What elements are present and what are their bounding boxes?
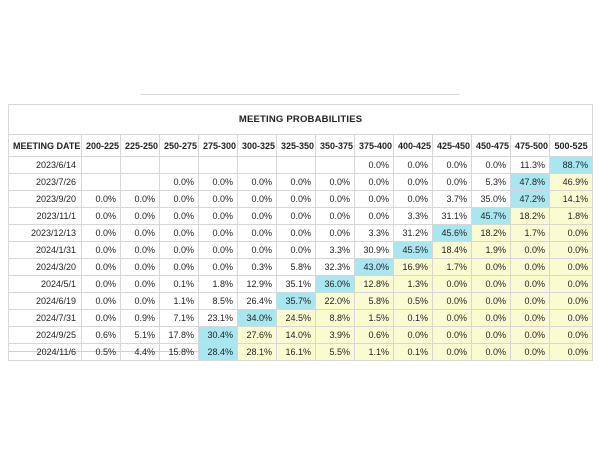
probability-cell: 32.3% <box>316 259 355 276</box>
column-header-range: 250-275 <box>160 135 199 157</box>
probability-cell: 0.0% <box>511 276 550 293</box>
table-title: MEETING PROBABILITIES <box>9 105 593 135</box>
probability-cell: 0.0% <box>238 242 277 259</box>
column-header-range: 350-375 <box>316 135 355 157</box>
probability-cell: 0.1% <box>394 310 433 327</box>
probability-cell: 3.3% <box>316 242 355 259</box>
probability-cell: 3.3% <box>394 208 433 225</box>
probability-cell: 0.0% <box>394 327 433 344</box>
probability-cell: 0.0% <box>160 191 199 208</box>
probability-cell: 0.0% <box>472 327 511 344</box>
probability-cell <box>82 174 121 191</box>
probability-cell: 0.0% <box>550 327 593 344</box>
probability-cell: 0.0% <box>82 208 121 225</box>
probability-cell <box>121 157 160 174</box>
probability-cell: 1.1% <box>355 344 394 361</box>
probability-cell: 0.0% <box>472 344 511 361</box>
probability-cell: 0.0% <box>82 259 121 276</box>
probability-cell: 0.0% <box>511 344 550 361</box>
column-header-range: 425-450 <box>433 135 472 157</box>
probability-cell: 0.0% <box>355 157 394 174</box>
probability-cell: 0.0% <box>82 225 121 242</box>
probability-cell: 0.0% <box>472 276 511 293</box>
probability-cell: 18.4% <box>433 242 472 259</box>
probability-cell: 0.0% <box>121 191 160 208</box>
probability-cell: 0.0% <box>160 208 199 225</box>
probability-cell: 5.8% <box>355 293 394 310</box>
probability-cell <box>121 174 160 191</box>
meeting-date-cell: 2023/11/1 <box>9 208 82 225</box>
probability-cell: 1.3% <box>394 276 433 293</box>
table-row <box>9 191 593 208</box>
probability-cell: 22.0% <box>316 293 355 310</box>
probability-cell: 0.1% <box>394 344 433 361</box>
probability-cell: 0.0% <box>160 259 199 276</box>
meeting-date-cell: 2024/6/19 <box>9 293 82 310</box>
table-row <box>9 242 593 259</box>
probability-cell: 12.8% <box>355 276 394 293</box>
probability-cell: 0.0% <box>355 191 394 208</box>
table-row <box>9 157 593 174</box>
probability-cell: 5.8% <box>277 259 316 276</box>
probability-cell: 1.9% <box>472 242 511 259</box>
probability-cell: 0.0% <box>82 293 121 310</box>
probability-cell: 8.8% <box>316 310 355 327</box>
column-header-range: 450-475 <box>472 135 511 157</box>
probability-cell: 0.0% <box>550 276 593 293</box>
probability-cell: 88.7% <box>550 157 593 174</box>
probability-cell: 0.0% <box>433 310 472 327</box>
probability-cell: 0.0% <box>238 225 277 242</box>
probability-cell: 28.4% <box>199 344 238 361</box>
probability-cell: 0.0% <box>355 208 394 225</box>
probability-cell: 0.6% <box>355 327 394 344</box>
probability-cell: 0.0% <box>238 174 277 191</box>
probability-cell: 23.1% <box>199 310 238 327</box>
meeting-date-cell: 2023/9/20 <box>9 191 82 208</box>
probability-cell: 17.8% <box>160 327 199 344</box>
meeting-date-cell: 2024/3/20 <box>9 259 82 276</box>
probability-cell: 0.0% <box>199 242 238 259</box>
probability-cell: 0.0% <box>160 242 199 259</box>
table-row <box>9 259 593 276</box>
probability-cell: 0.0% <box>550 259 593 276</box>
probability-cell: 0.0% <box>199 259 238 276</box>
probability-cell: 0.0% <box>316 225 355 242</box>
probability-cell: 14.0% <box>277 327 316 344</box>
probability-cell: 0.0% <box>355 174 394 191</box>
meeting-date-cell: 2024/9/25 <box>9 327 82 344</box>
column-header-range: 400-425 <box>394 135 433 157</box>
probability-cell: 34.0% <box>238 310 277 327</box>
probability-cell: 0.0% <box>394 191 433 208</box>
probability-cell: 47.8% <box>511 174 550 191</box>
column-header-range: 475-500 <box>511 135 550 157</box>
probability-cell: 30.4% <box>199 327 238 344</box>
probability-cell: 0.0% <box>394 157 433 174</box>
probability-cell: 16.1% <box>277 344 316 361</box>
probability-cell: 0.0% <box>277 208 316 225</box>
probability-cell: 3.3% <box>355 225 394 242</box>
probability-cell: 0.0% <box>433 276 472 293</box>
probability-cell: 0.0% <box>199 208 238 225</box>
probability-cell: 0.0% <box>160 225 199 242</box>
probability-cell: 35.7% <box>277 293 316 310</box>
table-row <box>9 174 593 191</box>
table-body <box>9 157 593 361</box>
probability-cell: 0.0% <box>433 344 472 361</box>
probability-cell: 0.0% <box>433 293 472 310</box>
probability-cell: 12.9% <box>238 276 277 293</box>
probability-cell: 1.7% <box>433 259 472 276</box>
probability-cell: 35.1% <box>277 276 316 293</box>
probability-cell <box>160 157 199 174</box>
probability-cell: 4.4% <box>121 344 160 361</box>
probability-cell: 0.0% <box>511 327 550 344</box>
probability-cell: 0.0% <box>316 208 355 225</box>
probability-cell <box>238 157 277 174</box>
probability-cell: 0.0% <box>121 242 160 259</box>
probability-cell: 28.1% <box>238 344 277 361</box>
column-header-range: 225-250 <box>121 135 160 157</box>
probability-cell: 24.5% <box>277 310 316 327</box>
meeting-date-cell: 2024/7/31 <box>9 310 82 327</box>
probability-cell <box>277 157 316 174</box>
probability-cell: 0.0% <box>82 191 121 208</box>
table-row <box>9 327 593 344</box>
table-row <box>9 344 593 361</box>
probability-cell: 1.8% <box>550 208 593 225</box>
probability-cell: 0.0% <box>511 242 550 259</box>
probability-cell: 0.0% <box>121 259 160 276</box>
probability-cell: 8.5% <box>199 293 238 310</box>
probability-cell: 0.0% <box>472 259 511 276</box>
probability-cell: 45.5% <box>394 242 433 259</box>
table-row <box>9 310 593 327</box>
probability-cell <box>316 157 355 174</box>
probability-cell: 35.0% <box>472 191 511 208</box>
table-row <box>9 225 593 242</box>
probability-cell: 36.0% <box>316 276 355 293</box>
meeting-date-cell: 2024/1/31 <box>9 242 82 259</box>
probability-cell: 0.0% <box>238 208 277 225</box>
probability-cell: 0.0% <box>433 174 472 191</box>
probability-cell: 0.0% <box>121 293 160 310</box>
probability-cell: 30.9% <box>355 242 394 259</box>
probability-cell: 0.0% <box>199 191 238 208</box>
probability-cell: 0.0% <box>433 157 472 174</box>
probability-cell: 0.0% <box>394 174 433 191</box>
probability-cell: 5.5% <box>316 344 355 361</box>
probability-cell: 5.3% <box>472 174 511 191</box>
probability-cell: 0.9% <box>121 310 160 327</box>
probability-cell: 0.5% <box>82 344 121 361</box>
probability-cell: 0.0% <box>472 310 511 327</box>
table-row <box>9 208 593 225</box>
probability-cell: 0.0% <box>82 276 121 293</box>
probability-cell: 26.4% <box>238 293 277 310</box>
probability-cell: 15.8% <box>160 344 199 361</box>
probability-cell: 0.0% <box>121 225 160 242</box>
probability-cell: 46.9% <box>550 174 593 191</box>
column-header-range: 500-525 <box>550 135 593 157</box>
probability-cell: 0.0% <box>277 174 316 191</box>
probability-cell: 31.2% <box>394 225 433 242</box>
probability-cell: 0.0% <box>550 293 593 310</box>
probability-cell: 1.5% <box>355 310 394 327</box>
probability-cell: 14.1% <box>550 191 593 208</box>
probability-cell: 0.0% <box>82 242 121 259</box>
probability-cell: 0.0% <box>472 293 511 310</box>
probability-cell: 0.0% <box>160 174 199 191</box>
probability-cell: 3.7% <box>433 191 472 208</box>
probability-cell: 27.6% <box>238 327 277 344</box>
probability-cell: 0.6% <box>82 327 121 344</box>
top-divider <box>140 94 460 95</box>
probability-cell: 45.6% <box>433 225 472 242</box>
column-header-range: 325-350 <box>277 135 316 157</box>
table-row <box>9 276 593 293</box>
probability-cell: 43.0% <box>355 259 394 276</box>
probability-cell: 18.2% <box>472 225 511 242</box>
probability-cell: 0.0% <box>121 276 160 293</box>
probability-cell: 31.1% <box>433 208 472 225</box>
probability-cell: 16.9% <box>394 259 433 276</box>
column-header-meeting-date: MEETING DATE <box>9 135 82 157</box>
column-header-range: 275-300 <box>199 135 238 157</box>
probability-cell: 0.0% <box>277 225 316 242</box>
meeting-date-cell: 2024/11/6 <box>9 344 82 361</box>
probability-cell: 0.0% <box>199 174 238 191</box>
meeting-date-cell: 2024/5/1 <box>9 276 82 293</box>
probability-cell: 1.7% <box>511 225 550 242</box>
meeting-probabilities-table <box>8 104 593 361</box>
probability-cell: 0.0% <box>550 310 593 327</box>
probability-cell: 0.0% <box>316 191 355 208</box>
probability-cell: 0.3% <box>238 259 277 276</box>
column-header-range: 200-225 <box>82 135 121 157</box>
probability-cell: 0.0% <box>277 191 316 208</box>
column-header-range: 300-325 <box>238 135 277 157</box>
column-header-range: 375-400 <box>355 135 394 157</box>
probability-cell: 7.1% <box>160 310 199 327</box>
probability-cell <box>199 157 238 174</box>
probability-cell: 0.0% <box>199 225 238 242</box>
probability-cell: 0.0% <box>472 157 511 174</box>
probability-cell: 45.7% <box>472 208 511 225</box>
meeting-date-cell: 2023/7/26 <box>9 174 82 191</box>
probability-cell: 11.3% <box>511 157 550 174</box>
probability-cell: 3.9% <box>316 327 355 344</box>
probability-cell: 0.5% <box>394 293 433 310</box>
probability-cell: 1.1% <box>160 293 199 310</box>
probability-cell: 5.1% <box>121 327 160 344</box>
probability-cell: 0.0% <box>121 208 160 225</box>
table-row <box>9 293 593 310</box>
probability-cell: 0.0% <box>82 310 121 327</box>
probability-cell: 0.0% <box>277 242 316 259</box>
probability-cell: 0.0% <box>511 310 550 327</box>
meeting-date-cell: 2023/12/13 <box>9 225 82 242</box>
column-header-row <box>9 135 593 157</box>
probability-cell: 0.0% <box>550 225 593 242</box>
probability-cell: 0.0% <box>511 293 550 310</box>
probability-cell: 0.0% <box>550 344 593 361</box>
probability-cell: 0.0% <box>433 327 472 344</box>
probability-cell: 0.0% <box>511 259 550 276</box>
probability-cell: 0.1% <box>160 276 199 293</box>
probability-cell: 18.2% <box>511 208 550 225</box>
probability-cell: 1.8% <box>199 276 238 293</box>
probability-cell: 47.2% <box>511 191 550 208</box>
probability-cell: 0.0% <box>316 174 355 191</box>
probability-cell: 0.0% <box>238 191 277 208</box>
meeting-date-cell: 2023/6/14 <box>9 157 82 174</box>
probability-cell: 0.0% <box>550 242 593 259</box>
probability-cell <box>82 157 121 174</box>
